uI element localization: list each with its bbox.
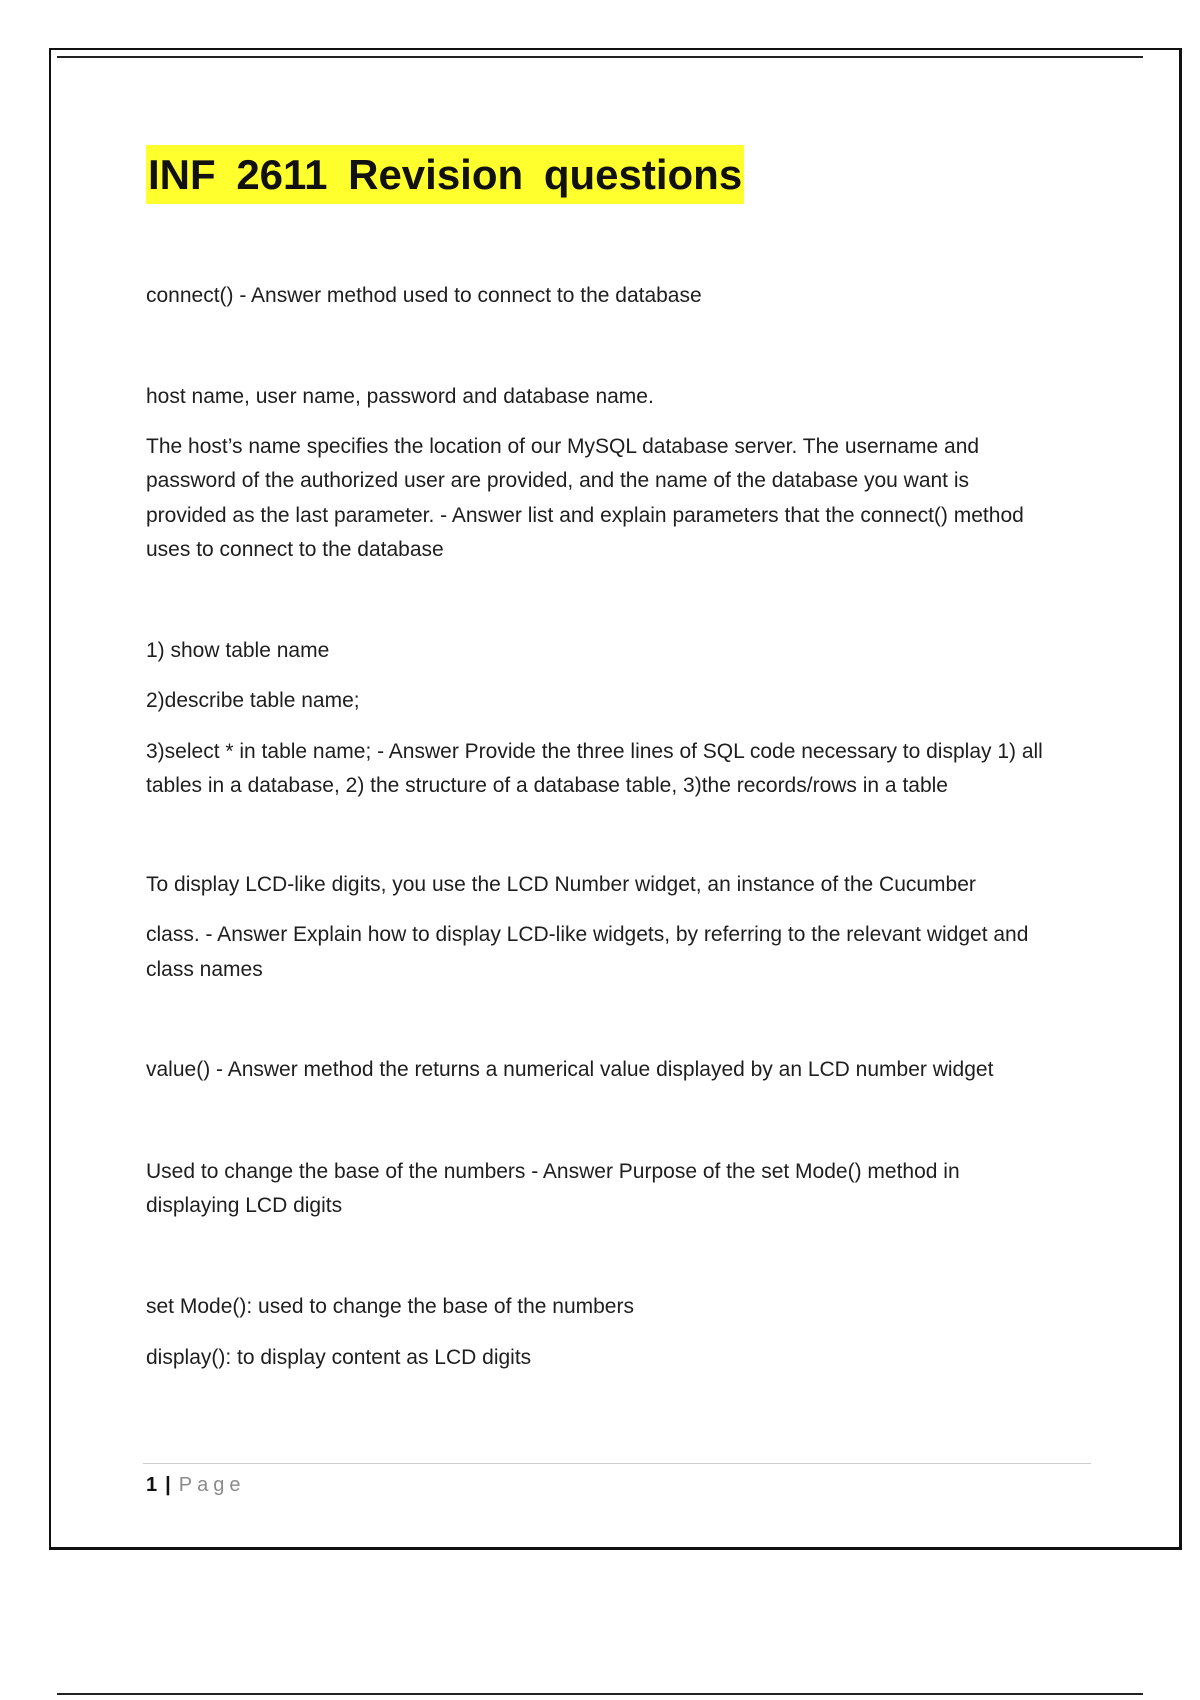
page-label: Page — [178, 1474, 246, 1496]
bottom-rule — [57, 1693, 1143, 1695]
qa-line-10: tables in a database, 2) the structure of a database table, 3)the records/rows in a table — [146, 774, 948, 797]
document-title: INF 2611 Revision questions — [146, 145, 744, 204]
qa-line-13: class names — [146, 958, 263, 981]
qa-line-9: 3)select * in table name; - Answer Provide the three lines of SQL code necessary to display 1) all — [146, 740, 1043, 763]
footer-rule — [143, 1463, 1091, 1464]
qa-line-4: password of the authorized user are provided, and the name of the database you want is — [146, 469, 970, 492]
qa-line-16: displaying LCD digits — [146, 1194, 343, 1217]
qa-line-17: set Mode(): used to change the base of the numbers — [146, 1295, 634, 1318]
qa-line-12: class. - Answer Explain how to display LCD-like widgets, by referring to the relevant widget and — [146, 923, 1029, 946]
qa-line-7: 1) show table name — [146, 639, 330, 662]
page-footer — [146, 1470, 245, 1500]
page-number: 1 — [146, 1474, 158, 1496]
qa-line-8: 2)describe table name; — [146, 689, 360, 712]
qa-line-11: To display LCD-like digits, you use the LCD Number widget, an instance of the Cucumber — [146, 873, 976, 896]
qa-line-1: connect() - Answer method used to connect to the database — [146, 284, 702, 307]
qa-line-2: host name, user name, password and database name. — [146, 385, 654, 408]
qa-line-18: display(): to display content as LCD digits — [146, 1346, 532, 1369]
footer-separator: | — [165, 1474, 171, 1496]
qa-line-15: Used to change the base of the numbers - Answer Purpose of the set Mode() method in — [146, 1160, 960, 1183]
qa-line-14: value() - Answer method the returns a numerical value displayed by an LCD number widget — [146, 1058, 994, 1081]
qa-line-5: provided as the last parameter. - Answer list and explain parameters that the connect() method — [146, 504, 1024, 527]
qa-line-6: uses to connect to the database — [146, 538, 444, 561]
top-rule — [57, 56, 1143, 58]
qa-line-3: The host’s name specifies the location of our MySQL database server. The username and — [146, 435, 980, 458]
